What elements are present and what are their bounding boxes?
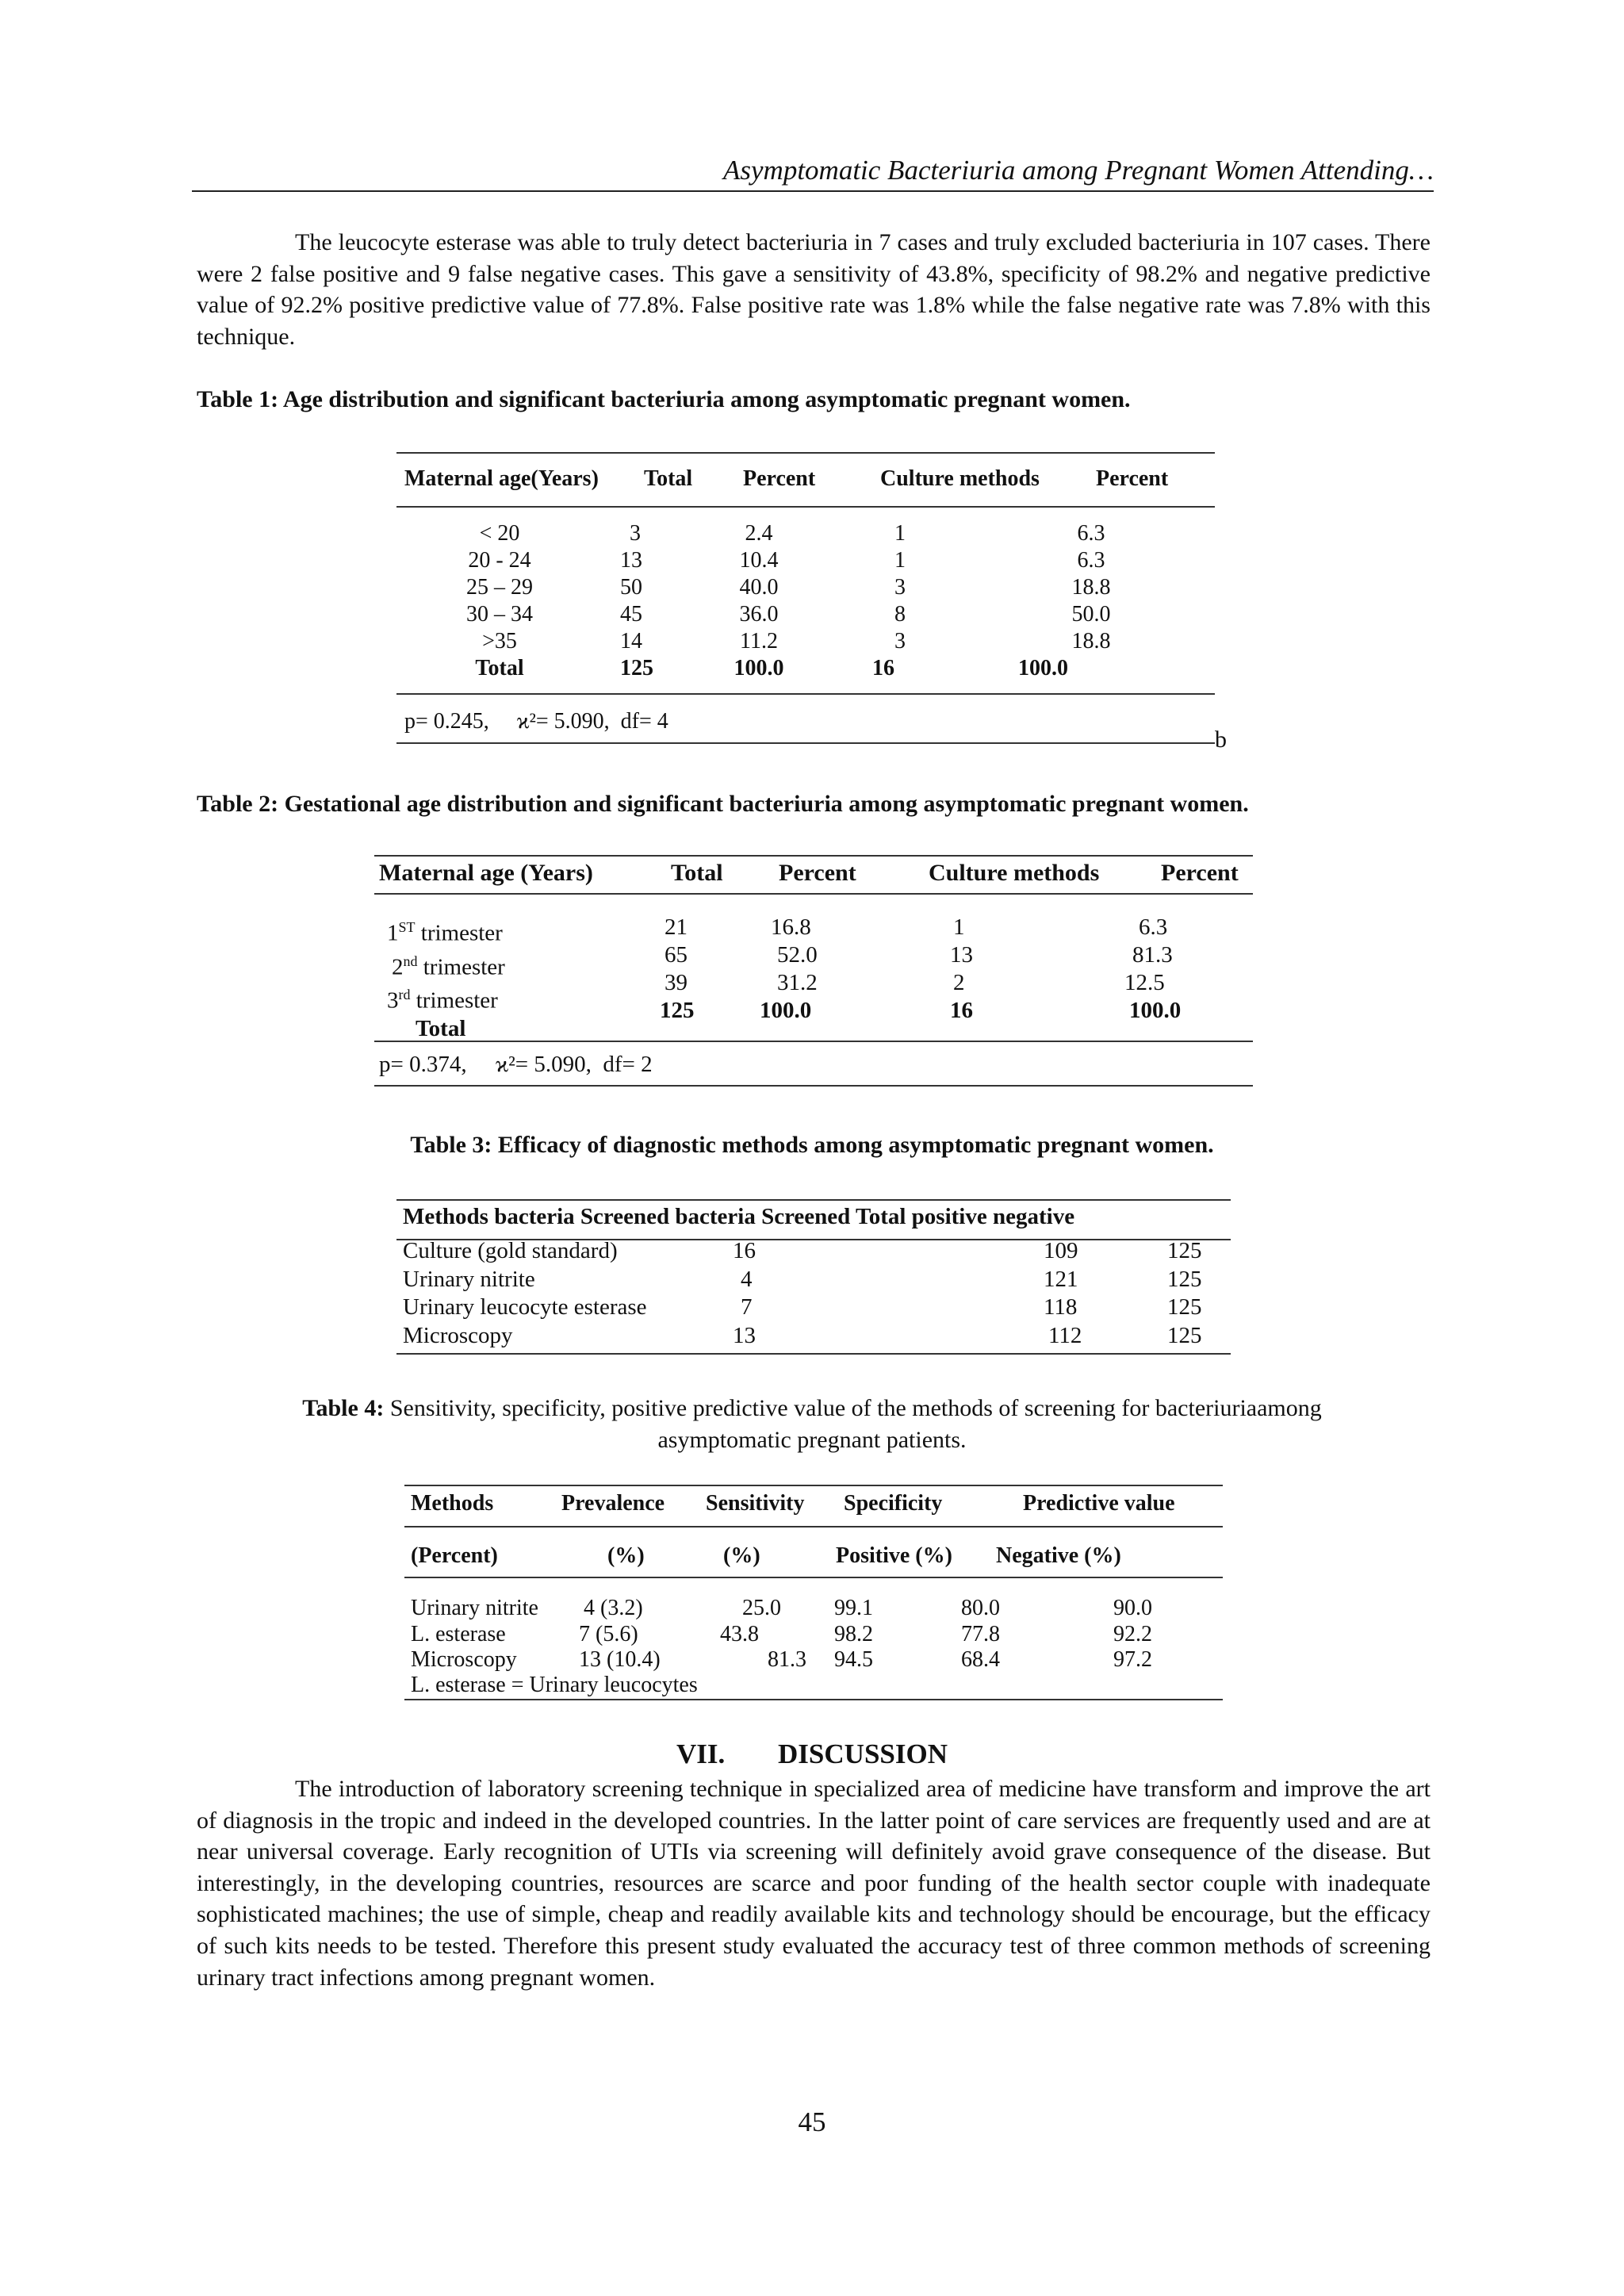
table1-header-rule bbox=[396, 506, 1215, 508]
t3-cell: 118 bbox=[1044, 1294, 1078, 1320]
table4-caption-label: Table 4: bbox=[302, 1395, 385, 1421]
t2-cell: 39 bbox=[665, 970, 688, 995]
t2-h-percent2: Percent bbox=[1161, 860, 1239, 886]
t3-cell: 125 bbox=[1167, 1322, 1202, 1348]
t4-h-specificity: Specificity bbox=[844, 1491, 943, 1516]
table4-header-row2 bbox=[411, 1543, 1220, 1572]
t2-row-label bbox=[387, 981, 561, 1015]
t1-cell: 1 bbox=[894, 521, 906, 546]
discussion-heading bbox=[0, 1738, 1624, 1770]
t4-col-negative bbox=[1113, 1596, 1177, 1673]
t4-col-specificity bbox=[834, 1596, 898, 1673]
table2-header bbox=[379, 860, 1251, 891]
table1-footnote: p= 0.245, ϰ²= 5.090, df= 4 bbox=[404, 709, 668, 734]
t3-cell: 13 bbox=[733, 1322, 756, 1348]
t2-label-sup: nd bbox=[403, 953, 418, 969]
t4-cell: 68.4 bbox=[961, 1647, 1000, 1672]
t1-cell: >35 bbox=[482, 629, 517, 654]
t4-cell: 7 (5.6) bbox=[579, 1621, 638, 1646]
t4-cell: 81.3 bbox=[768, 1647, 806, 1672]
discussion-paragraph: The introduction of laboratory screening technique in specialized area of medicine have transform and improve the art of diagnosis in the tropic and indeed in the developed countries. In the latter point of care services are frequently used and are at near universal coverage. Early recognition of UTIs via screening will definitely avoid grave consequence of the disease. But interestingly, in the developing countries, resources are scarce and poor funding of the health sector couple with inadequate sophisticated machines; the use of simple, cheap and readily available kits and technology should be encourage, but the efficacy of such kits needs to be tested. Therefore this present study evaluated the accuracy test of three common methods of screening urinary tract infections among pregnant women. bbox=[197, 1776, 1431, 1991]
t1-cell: 1 bbox=[894, 548, 906, 573]
t1-h-percent: Percent bbox=[743, 466, 816, 491]
table4-header-rule1 bbox=[404, 1526, 1223, 1527]
t1-cell: 6.3 bbox=[1077, 548, 1105, 573]
t1-cell: 3 bbox=[894, 575, 906, 600]
t4-col-prevalence bbox=[579, 1596, 690, 1673]
t3-cell: 125 bbox=[1167, 1294, 1202, 1320]
t2-cell: 2 bbox=[953, 970, 965, 995]
t1-cell: 50 bbox=[620, 575, 642, 600]
t2-label-rest: trimester bbox=[415, 920, 503, 946]
t2-col-percent2 bbox=[1124, 914, 1212, 1025]
t4-h2-sens-unit: (%) bbox=[723, 1543, 760, 1568]
t1-h-maternal: Maternal age(Years) bbox=[404, 466, 599, 491]
page-number: 45 bbox=[798, 2106, 826, 2137]
t2-cell: 1 bbox=[953, 914, 965, 940]
t2-cell: 16.8 bbox=[771, 914, 811, 940]
t2-h-percent: Percent bbox=[779, 860, 856, 886]
t1-cell: 3 bbox=[630, 521, 641, 546]
t2-label-sup: rd bbox=[398, 987, 411, 1003]
t3-cell: 7 bbox=[741, 1294, 753, 1320]
t4-cell: 77.8 bbox=[961, 1621, 1000, 1646]
t1-cell-total: 100.0 bbox=[733, 656, 784, 680]
t2-label-rest: trimester bbox=[417, 954, 505, 980]
table1-caption: Table 1: Age distribution and significant bacteriuria among asymptomatic pregnant women. bbox=[197, 386, 1131, 412]
t1-cell-total: 16 bbox=[872, 656, 894, 680]
table4-caption bbox=[0, 1393, 1624, 1456]
table3-bottom-rule bbox=[396, 1353, 1231, 1355]
t2-row-label bbox=[387, 914, 561, 948]
discussion-title: DISCUSSION bbox=[778, 1738, 948, 1769]
t1-cell: 2.4 bbox=[745, 521, 773, 546]
t2-cell: 13 bbox=[950, 942, 973, 968]
t4-cell: 97.2 bbox=[1113, 1647, 1152, 1672]
t2-h-total: Total bbox=[671, 860, 723, 886]
t4-cell: 94.5 bbox=[834, 1647, 873, 1672]
discussion-number: VII. bbox=[676, 1738, 726, 1769]
t1-col-percent bbox=[723, 520, 795, 682]
table3-caption: Table 3: Efficacy of diagnostic methods among asymptomatic pregnant women. bbox=[410, 1132, 1214, 1158]
t2-cell-total: 125 bbox=[660, 998, 695, 1023]
t1-cell: 14 bbox=[620, 629, 642, 654]
t3-col-positive bbox=[1044, 1237, 1107, 1350]
table2-top-rule bbox=[374, 855, 1253, 857]
t4-cell: 90.0 bbox=[1113, 1596, 1152, 1620]
t4-cell: Microscopy bbox=[411, 1647, 517, 1672]
t1-cell: 50.0 bbox=[1071, 602, 1111, 627]
table4-top-rule bbox=[404, 1485, 1223, 1486]
t3-cell: Culture (gold standard) bbox=[403, 1238, 618, 1263]
t2-cell-total: 16 bbox=[950, 998, 973, 1023]
t4-col-sensitivity bbox=[720, 1596, 815, 1673]
t2-cell: 21 bbox=[665, 914, 688, 940]
t4-h-sensitivity: Sensitivity bbox=[706, 1491, 805, 1516]
t4-h2-prev-unit: (%) bbox=[607, 1543, 645, 1568]
t1-cell: 40.0 bbox=[739, 575, 779, 600]
t4-cell: 80.0 bbox=[961, 1596, 1000, 1620]
t2-h-culture: Culture methods bbox=[929, 860, 1100, 886]
t4-cell: 43.8 bbox=[720, 1621, 759, 1646]
t3-cell: 125 bbox=[1167, 1238, 1202, 1263]
t1-col-percent2 bbox=[1018, 520, 1139, 682]
t2-col-label bbox=[387, 914, 561, 1043]
intro-paragraph: The leucocyte esterase was able to truly detect bacteriuria in 7 cases and truly excluded bacteriuria in 107 cases. There were 2 false positive and 9 false negative cases. This gave a sensitivity of 43.8%, specificity of 98.2% and negative predictive value of 92.2% positive predictive value of 77.8%. False positive rate was 1.8% while the false negative rate was 7.8% with this technique. bbox=[197, 229, 1431, 350]
t3-cell: Microscopy bbox=[403, 1322, 513, 1348]
table4-caption-line2: asymptomatic pregnant patients. bbox=[657, 1427, 967, 1453]
t2-cell-total: 100.0 bbox=[1129, 998, 1182, 1023]
table4-header-rule2 bbox=[404, 1577, 1223, 1578]
t2-h-maternal: Maternal age (Years) bbox=[379, 860, 593, 886]
table1-top-rule bbox=[396, 452, 1215, 454]
t3-cell: 16 bbox=[733, 1238, 756, 1263]
t2-cell: 52.0 bbox=[777, 942, 818, 968]
t1-col-culture bbox=[872, 520, 928, 682]
t4-h-methods: Methods bbox=[411, 1491, 494, 1516]
t3-col-negative bbox=[1167, 1237, 1231, 1350]
table1-bottom-rule bbox=[396, 693, 1215, 695]
t1-cell: < 20 bbox=[479, 521, 520, 546]
t1-cell: 3 bbox=[894, 629, 906, 654]
t1-cell: 8 bbox=[894, 602, 906, 627]
t1-cell: 18.8 bbox=[1071, 575, 1111, 600]
t3-cell: 125 bbox=[1167, 1266, 1202, 1292]
t3-cell: 112 bbox=[1048, 1322, 1082, 1348]
table2-header-rule bbox=[374, 893, 1253, 895]
t4-cell: L. esterase bbox=[411, 1621, 506, 1646]
t1-h-percent2: Percent bbox=[1096, 466, 1169, 491]
t2-cell: 81.3 bbox=[1132, 942, 1173, 968]
table3-header: Methods bacteria Screened bacteria Screened Total positive negative bbox=[403, 1204, 1075, 1229]
t2-label-num: 1 bbox=[387, 920, 399, 946]
t2-cell: 31.2 bbox=[777, 970, 818, 995]
t3-col-method bbox=[403, 1237, 752, 1350]
t2-label-num: 2 bbox=[392, 954, 404, 980]
t2-cell: 12.5 bbox=[1124, 970, 1165, 995]
t2-col-culture bbox=[950, 914, 998, 1025]
t1-cell-total: Total bbox=[475, 656, 524, 680]
t3-cell: 109 bbox=[1044, 1238, 1078, 1263]
table3-top-rule bbox=[396, 1199, 1231, 1201]
running-header: Asymptomatic Bacteriuria among Pregnant Women Attending… bbox=[723, 155, 1434, 186]
t2-label-num: 3 bbox=[387, 987, 399, 1014]
t1-cell: 36.0 bbox=[739, 602, 779, 627]
t2-label-rest: trimester bbox=[410, 987, 498, 1014]
t1-cell: 10.4 bbox=[739, 548, 779, 573]
t3-cell: 4 bbox=[741, 1266, 753, 1292]
header-rule bbox=[192, 190, 1434, 192]
table1-stray-mark: b bbox=[1215, 726, 1227, 753]
t3-col-screened bbox=[733, 1237, 796, 1350]
table4-footnote: L. esterase = Urinary leucocytes bbox=[411, 1673, 698, 1697]
t2-col-percent bbox=[760, 914, 850, 1025]
t2-cell: 65 bbox=[665, 942, 688, 968]
t3-cell: 121 bbox=[1044, 1266, 1078, 1292]
t4-cell: 25.0 bbox=[742, 1596, 781, 1620]
table4-bottom-rule bbox=[404, 1699, 1223, 1700]
t4-col-method bbox=[411, 1596, 553, 1673]
table2-bottom-rule bbox=[374, 1041, 1253, 1042]
table2-footnote-rule bbox=[374, 1085, 1253, 1087]
t4-cell: 92.2 bbox=[1113, 1621, 1152, 1646]
t1-col-age bbox=[444, 520, 555, 682]
t4-h2-positive: Positive (%) bbox=[836, 1543, 952, 1568]
t4-cell: 13 (10.4) bbox=[579, 1647, 661, 1672]
t1-cell: 13 bbox=[620, 548, 642, 573]
t2-label-sup: ST bbox=[398, 919, 416, 935]
table4-header-row1 bbox=[411, 1491, 1220, 1520]
t3-cell: Urinary leucocyte esterase bbox=[403, 1294, 647, 1320]
t1-cell: 11.2 bbox=[740, 629, 778, 654]
table4-caption-text: Sensitivity, specificity, positive predictive value of the methods of screening for bacteriuriaamong bbox=[384, 1395, 1322, 1421]
t4-h2-percent: (Percent) bbox=[411, 1543, 498, 1568]
t4-cell: 4 (3.2) bbox=[584, 1596, 643, 1620]
t2-cell-total: Total bbox=[416, 1015, 466, 1041]
t4-h-predictive: Predictive value bbox=[1023, 1491, 1175, 1516]
t1-cell: 18.8 bbox=[1071, 629, 1111, 654]
t2-cell: 6.3 bbox=[1139, 914, 1168, 940]
t2-col-total bbox=[660, 914, 728, 1025]
t1-col-total bbox=[620, 520, 668, 682]
t1-cell: 45 bbox=[620, 602, 642, 627]
t4-col-positive bbox=[961, 1596, 1025, 1673]
t4-h2-negative: Negative (%) bbox=[996, 1543, 1121, 1568]
t1-h-total: Total bbox=[644, 466, 693, 491]
t2-row-label bbox=[387, 948, 561, 982]
t3-cell: Urinary nitrite bbox=[403, 1266, 535, 1292]
t4-cell: 99.1 bbox=[834, 1596, 873, 1620]
table1-footnote-rule bbox=[396, 742, 1215, 744]
t1-cell: 20 - 24 bbox=[468, 548, 531, 573]
t4-cell: 98.2 bbox=[834, 1621, 873, 1646]
t1-cell-total: 100.0 bbox=[1018, 656, 1068, 680]
table2-footnote: p= 0.374, ϰ²= 5.090, df= 2 bbox=[379, 1052, 653, 1077]
t4-h-prevalence: Prevalence bbox=[561, 1491, 665, 1516]
t2-cell-total: 100.0 bbox=[760, 998, 812, 1023]
t1-h-culture: Culture methods bbox=[880, 466, 1040, 491]
table2-caption: Table 2: Gestational age distribution and significant bacteriuria among asymptomatic pregnant women. bbox=[197, 791, 1249, 817]
t4-cell: Urinary nitrite bbox=[411, 1596, 538, 1620]
t1-cell-total: 125 bbox=[620, 656, 653, 680]
t1-cell: 30 – 34 bbox=[466, 602, 533, 627]
table4-caption-line1 bbox=[0, 1393, 1624, 1424]
t1-cell: 6.3 bbox=[1077, 521, 1105, 546]
t1-cell: 25 – 29 bbox=[466, 575, 533, 600]
